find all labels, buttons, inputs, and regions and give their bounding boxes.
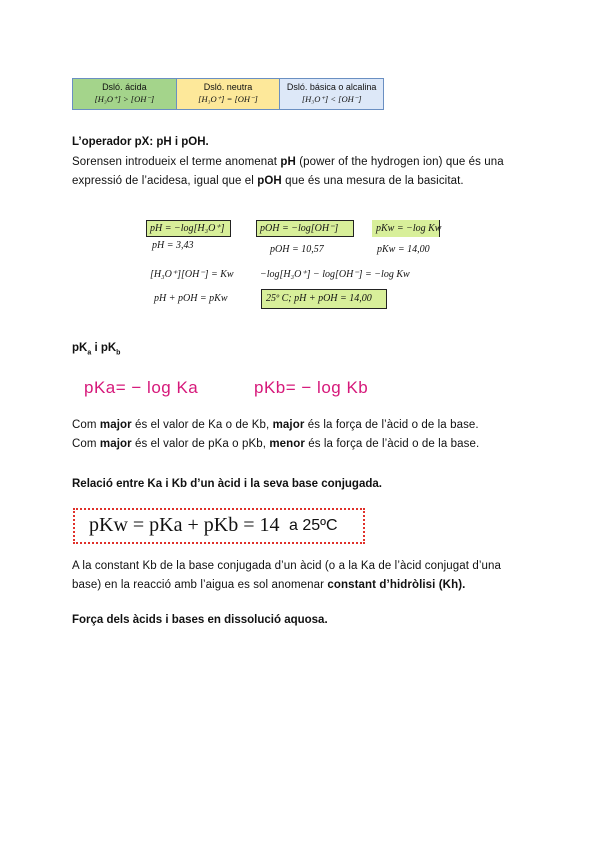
poh-term: pOH [257,175,282,187]
text-run: (power of the hydrogen ion) que és una [295,156,504,168]
acid-cell-title: Dsló. ácida [102,82,147,92]
text-run: expressió de l’acidesa, igual que el [72,175,258,187]
pkw-definition-formula: pKw = −log Kw [372,220,440,237]
text-run: és el valor de Ka o de Kb, [131,419,273,431]
neutral-cell-title: Dsló. neutra [203,82,253,92]
ka-kb-relation-heading: Relació entre Ka i Kb d’un àcid i la seva base conjugada. [72,478,382,490]
ph-value: pH = 3,43 [152,240,194,251]
ph-term: pH [280,156,296,168]
pka-equation: pKa= − log Ka [84,378,199,397]
text-run: Com [72,438,100,450]
pkb-equation: pKb= − log Kb [254,378,369,397]
strength-line-2 [72,435,532,454]
bold-term: major [99,419,132,431]
ph-paragraph [72,153,532,191]
ph-section-heading: L’operador pX: pH i pOH. [72,136,209,148]
acid-cell-formula: [H₃O⁺] > [OH⁻] [94,94,155,104]
bold-term: major [272,419,305,431]
pkw-relation-box [73,508,365,544]
hydrolysis-term: constant d’hidròlisi (Kh). [327,579,466,591]
hydrolysis-line-2 [72,576,532,595]
strength-paragraph [72,416,532,454]
text-run: és el valor de pKa o pKb, [131,438,270,450]
log-sum-formula: −log[H₃O⁺] − log[OH⁻] = −log Kw [260,269,410,280]
subscript: b [116,349,121,357]
ph-paragraph-line-2 [72,172,532,191]
text-run: base) en la reacció amb l’aigua es sol anomenar [72,579,328,591]
basic-cell-formula: [H₃O⁺] < [OH⁻] [301,94,362,104]
pka-pkb-heading [72,342,120,356]
text-run: és la força de l’àcid o de la base. [304,438,480,450]
poh-value: pOH = 10,57 [270,244,324,255]
bold-term: major [99,438,132,450]
hydrolysis-paragraph [72,557,532,595]
temperature-label: a 25ºC [289,517,338,534]
ph-definition-formula: pH = −log[H₃O⁺] [146,220,231,237]
text-run: i pK [91,342,117,354]
subscript: a [87,349,92,357]
strength-line-1 [72,416,532,435]
text-run: Com [72,419,100,431]
acid-cell [73,79,177,109]
acid-base-table [72,78,384,110]
acid-base-strength-heading: Força dels àcids i bases en dissolució aquosa. [72,614,328,626]
pkw-value: pKw = 14,00 [377,244,430,255]
text-run: és la força de l’àcid o de la base. [304,419,479,431]
text-run: que és una mesura de la basicitat. [281,175,464,187]
poh-definition-formula: pOH = −log[OH⁻] [256,220,354,237]
pkw-relation-equation: pKw = pKa + pKb = 14 [89,514,280,536]
ph-poh-sum-formula: pH + pOH = pKw [154,293,228,304]
ph-poh-at-25-formula: 25º C; pH + pOH = 14,00 [261,289,387,309]
text-run: Sorensen introdueix el terme anomenat [72,156,281,168]
text-run: pK [72,342,88,354]
neutral-cell-formula: [H₃O⁺] = [OH⁻] [198,94,258,104]
kw-product-formula: [H₃O⁺][OH⁻] = Kw [150,269,234,280]
basic-cell-title: Dsló. básica o alcalina [286,82,377,92]
hydrolysis-line-1: A la constant Kb de la base conjugada d’un àcid (o a la Ka de l’àcid conjugat d’una [72,560,501,572]
basic-cell [280,79,383,109]
ph-paragraph-line-1 [72,153,532,172]
bold-term: menor [269,438,305,450]
neutral-cell [177,79,281,109]
